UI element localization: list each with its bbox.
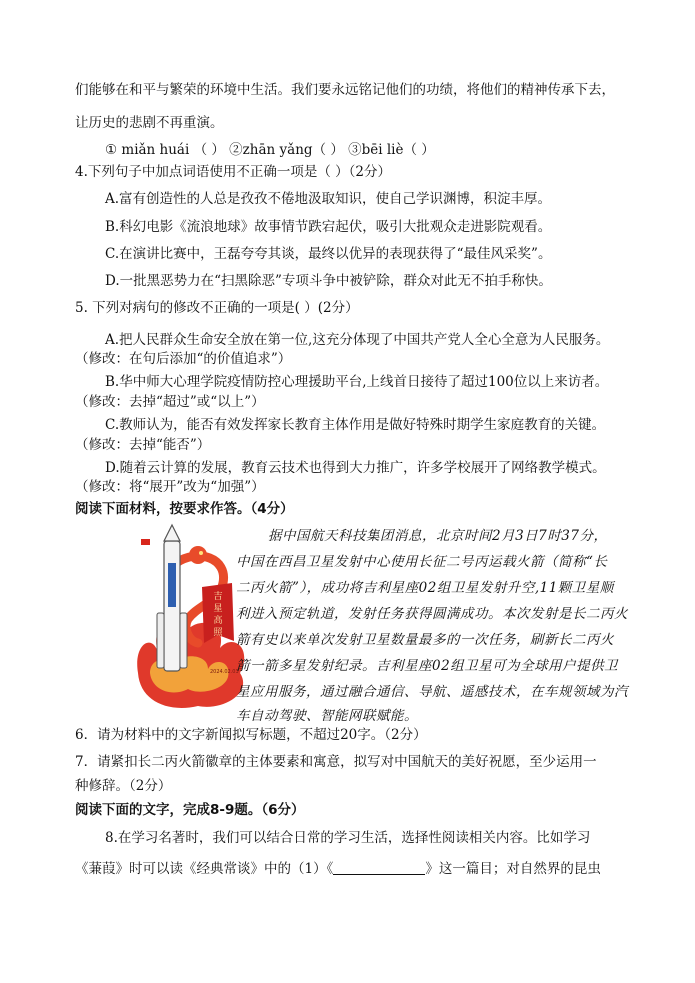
q8-line-2-pre: 《蒹葭》时可以读《经典常谈》中的（1）《 <box>75 861 334 877</box>
q4-option-d: D.一批黑恶势力在“扫黑除恶”专项斗争中被铲除，群众对此无不拍手称快。 <box>105 273 552 289</box>
q5-option-c-fix: （修改：去掉“能否”） <box>75 437 211 453</box>
q5-option-a: A.把人民群众生命安全放在第一位,这充分体现了中国共产党人全心全意为人民服务。 <box>105 332 610 348</box>
intro-line-2: 让历史的悲剧不再重演。 <box>75 115 224 131</box>
q6-text: 6．请为材料中的文字新闻拟写标题，不超过20字。（2分） <box>75 727 427 743</box>
badge-date: 2024.02.03 <box>210 669 239 675</box>
reading1-heading: 阅读下面材料，按要求作答。（4分） <box>75 501 294 517</box>
answer-blank[interactable] <box>333 860 425 875</box>
intro-line-1: 们能够在和平与繁荣的环境中生活。我们要永远铭记他们的功绩，将他们的精神传承下去， <box>75 82 615 98</box>
q5-option-c: C.教师认为，能否有效发挥家长教育主体作用是做好特殊时期学生家庭教育的关键。 <box>105 417 606 433</box>
q5-option-d: D.随着云计算的发展，教育云技术也得到大力推广，许多学校展开了网络教学模式。 <box>105 460 606 476</box>
q5-option-a-fix: （修改：在句后添加“的价值追求”） <box>75 351 292 367</box>
q7-line-2: 种修辞。（2分） <box>75 778 172 794</box>
banner-char-4: 照 <box>213 628 223 638</box>
q8-line-2 <box>75 859 601 879</box>
q4-option-c: C.在演讲比赛中，王磊夸夸其谈，最终以优异的表现获得了“最佳风采奖”。 <box>105 246 552 262</box>
q5-option-b-fix: （修改：去掉“超过”或“以上”） <box>75 394 265 410</box>
q5-stem: 5. 下列对病句的修改不正确的一项是( ）(2分） <box>75 300 359 316</box>
q5-option-b: B.华中师大心理学院疫情防控心理援助平台,上线首日接待了超过100位以上来访者。 <box>105 374 609 390</box>
reading1-line-5: 箭有史以来单次发射卫星数量最多的一次任务，刷新长二丙火 <box>236 632 614 648</box>
reading2-heading: 阅读下面的文字，完成8-9题。（6分） <box>75 802 305 818</box>
q4-option-a: A.富有创造性的人总是孜孜不倦地汲取知识，使自己学识渊博，积淀丰厚。 <box>105 191 552 207</box>
reading1-line-8: 车自动驾驶、智能网联赋能。 <box>236 708 418 724</box>
banner-char-1: 吉 <box>213 592 223 602</box>
rocket-stripe <box>168 563 176 607</box>
pinyin-line: ① miǎn huái （ ） ②zhān yǎng（ ） ③bēi liè（ ） <box>105 142 435 158</box>
banner-char-2: 星 <box>213 604 223 614</box>
q4-stem: 4.下列句子中加点词语使用不正确一项是（ ）（2分） <box>75 164 392 180</box>
q4-option-b: B.科幻电影《流浪地球》故事情节跌宕起伏，吸引大批观众走进影院观看。 <box>105 219 552 235</box>
flag-icon <box>141 539 150 545</box>
q8-line-2-post: 》这一篇目；对自然界的昆虫 <box>425 861 601 877</box>
reading1-line-6: 箭一箭多星发射纪录。吉利星座02组卫星可为全球用户提供卫 <box>236 658 619 674</box>
reading1-line-1: 据中国航天科技集团消息，北京时间2月3日7时37分， <box>268 528 608 544</box>
q5-option-d-fix: （修改：将“展开”改为“加强”） <box>75 479 265 495</box>
q7-line-1: 7．请紧扣长二丙火箭徽章的主体要素和寓意，拟写对中国航天的美好祝愿，至少运用一 <box>75 754 597 770</box>
rocket-booster-left <box>157 613 164 668</box>
dragon-head <box>189 546 207 564</box>
rocket-nose <box>164 525 180 541</box>
banner-char-3: 高 <box>213 616 223 626</box>
reading1-line-4: 利进入预定轨道，发射任务获得圆满成功。本次发射是长二丙火 <box>236 606 628 622</box>
reading1-line-7: 星应用服务，通过融合通信、导航、遥感技术，在车规领域为汽 <box>236 684 628 700</box>
reading1-line-2: 中国在西昌卫星发射中心使用长征二号丙运载火箭（简称“长 <box>236 554 608 570</box>
reading1-line-3: 二丙火箭”），成功将吉利星座02组卫星发射升空,11颗卫星顺 <box>236 580 614 596</box>
q8-line-1: 8.在学习名著时，我们可以结合日常的学习生活，选择性阅读相关内容。比如学习 <box>105 830 591 846</box>
rocket-booster-right <box>180 613 187 668</box>
